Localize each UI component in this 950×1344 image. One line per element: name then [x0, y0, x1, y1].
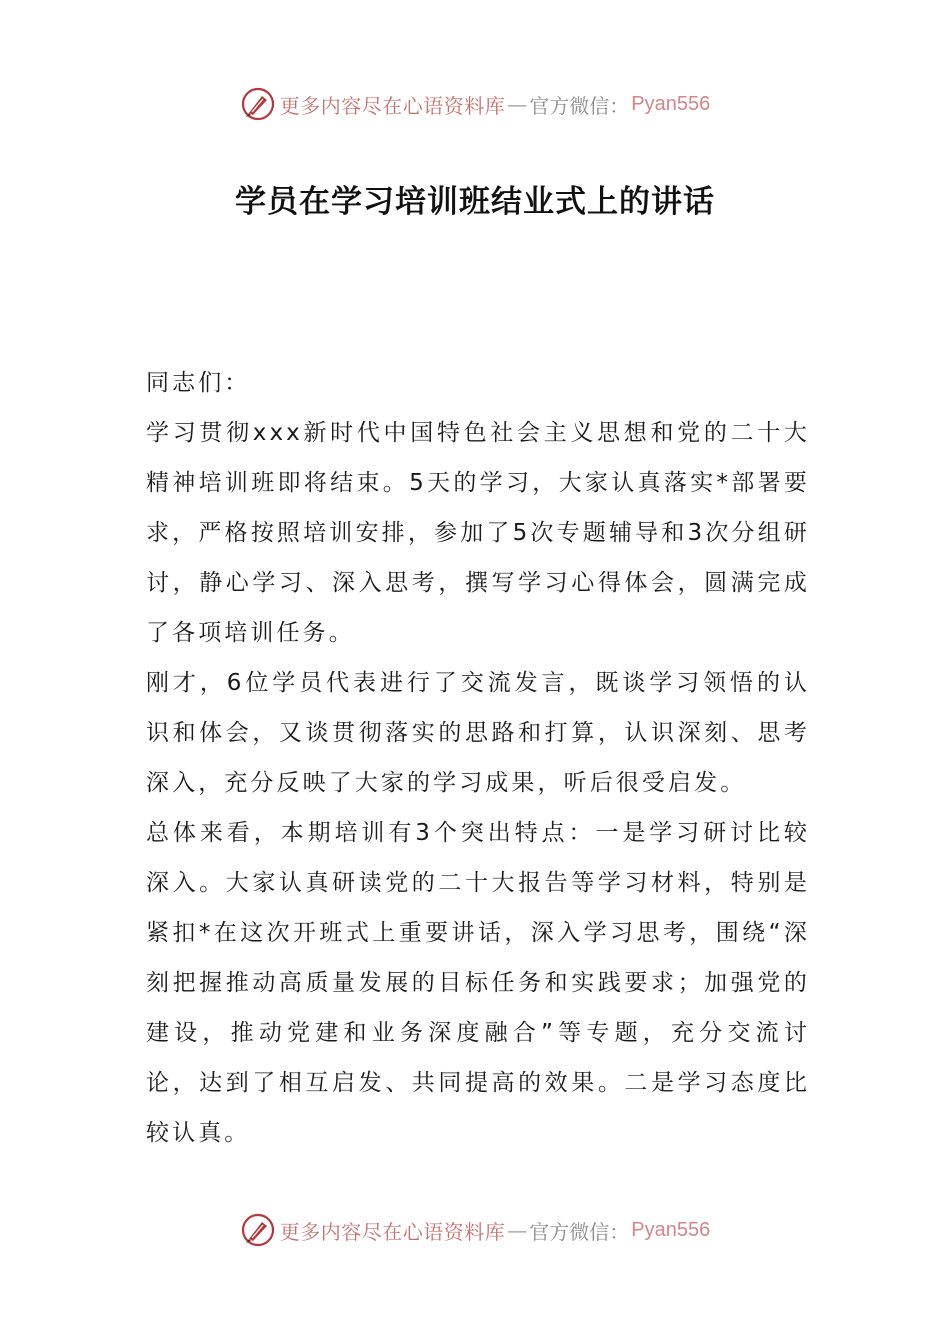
pen-nib-logo-icon — [240, 86, 276, 122]
banner-wechat-label: 官方微信： — [529, 93, 630, 118]
document-body — [146, 358, 810, 1158]
body-paragraph: 刚才，6位学员代表进行了交流发言，既谈学习领悟的认识和体会，又谈贯彻落实的思路和打算，认识深刻、思考深入，充分反映了大家的学习成果，听后很受启发。 — [146, 670, 810, 796]
banner-text: 更多内容尽在心语资料库 — [279, 1219, 506, 1244]
body-paragraph: 总体来看，本期培训有3个突出特点：一是学习研讨比较深入。大家认真研读党的二十大报告等学习材料，特别是紧扣*在这次开班式上重要讲话，深入学习思考，围绕“深刻把握推动高质量发展的目标任务和实践要求；加强党的建设，推动党建和业务深度融合”等专题，充分交流讨论，达到了相互启发、共同提高的效果。二是学习态度比较认真。 — [146, 820, 810, 1146]
banner-dash: — — [507, 92, 528, 116]
banner-wechat-id: Pyan556 — [631, 1218, 711, 1241]
document-title: 学员在学习培训班结业式上的讲话 — [235, 184, 715, 220]
footer-banner — [0, 1210, 950, 1250]
banner-text: 更多内容尽在心语资料库 — [279, 93, 506, 118]
salutation-paragraph: 同志们： — [146, 370, 251, 396]
header-banner — [0, 84, 950, 124]
banner-dash: — — [507, 1218, 528, 1242]
pen-nib-logo-icon — [240, 1212, 276, 1248]
banner-wechat-label: 官方微信： — [529, 1219, 630, 1244]
banner-wechat-id: Pyan556 — [631, 92, 711, 115]
body-paragraph: 学习贯彻xxx新时代中国特色社会主义思想和党的二十大精神培训班即将结束。5天的学习，大家认真落实*部署要求，严格按照培训安排，参加了5次专题辅导和3次分组研讨，静心学习、深入思考，撰写学习心得体会，圆满完成了各项培训任务。 — [146, 420, 810, 646]
